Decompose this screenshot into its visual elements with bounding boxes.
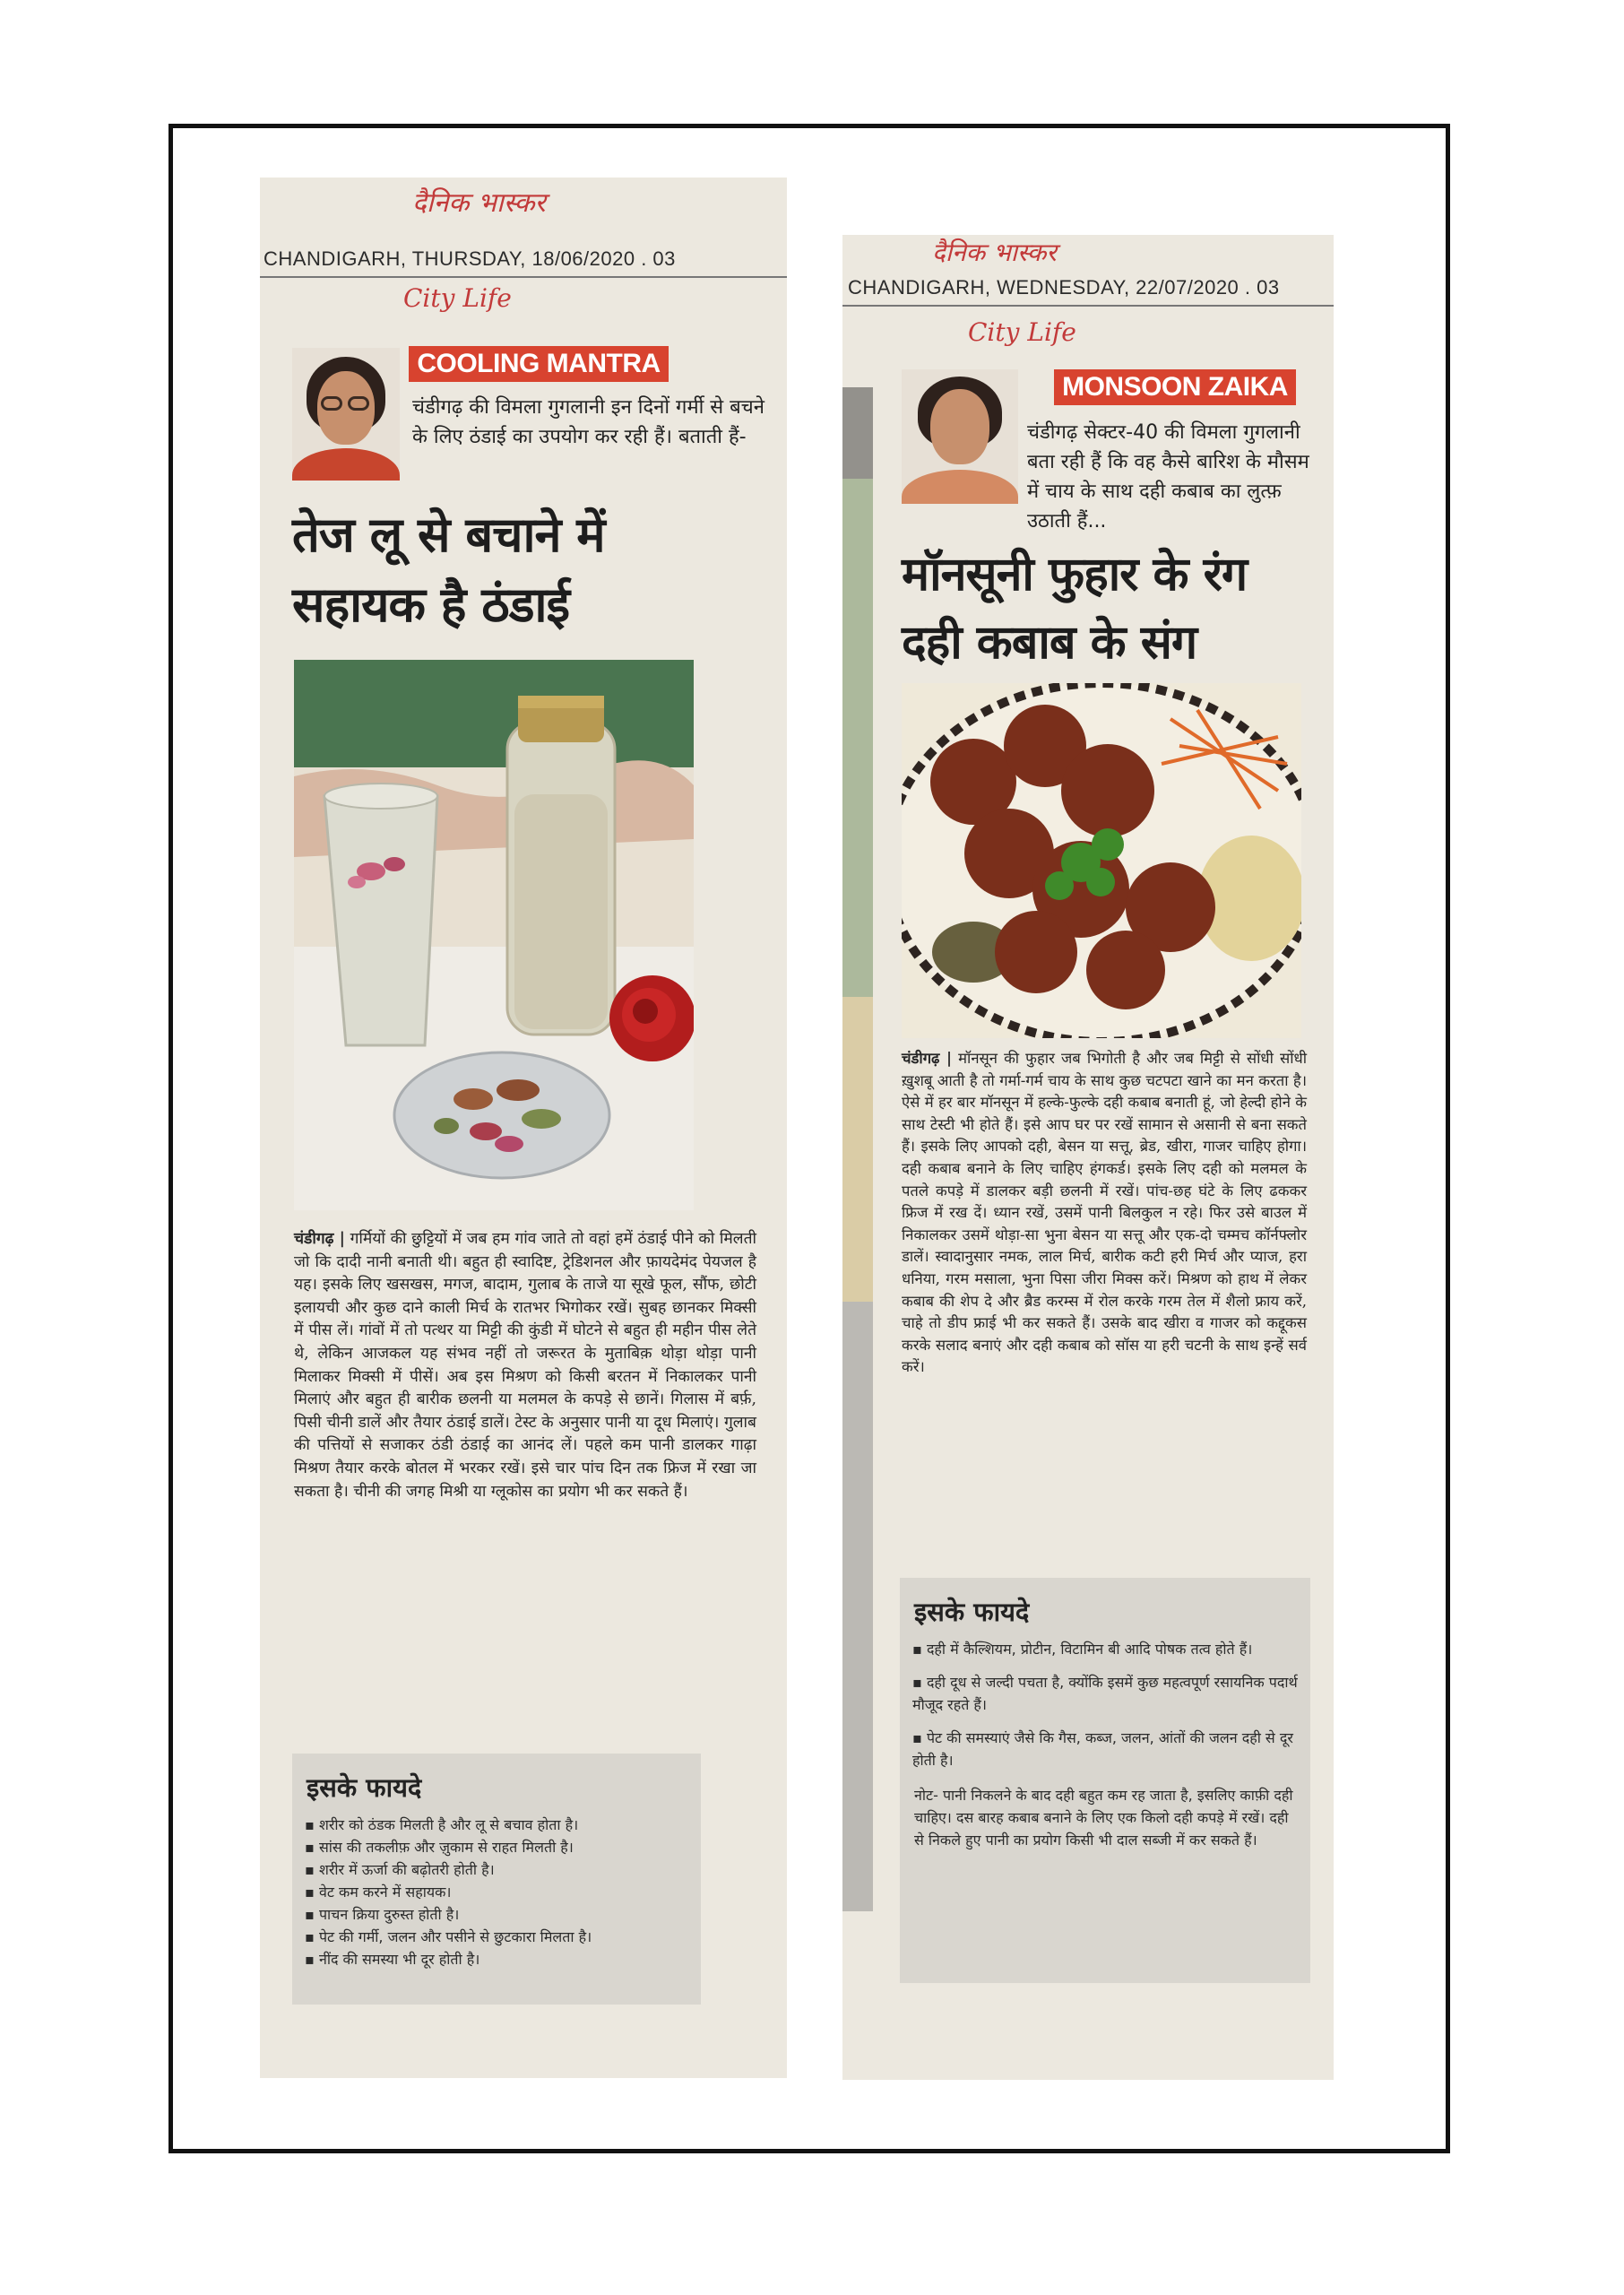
dateline: CHANDIGARH, WEDNESDAY, 22/07/2020 . 03 bbox=[842, 276, 1334, 307]
rose bbox=[609, 975, 694, 1061]
headline-line-1: मॉनसूनी फुहार के रंग bbox=[902, 548, 1248, 602]
benefit-item: ▪ नींद की समस्या भी दूर होती है। bbox=[305, 1948, 688, 1970]
masthead-handwritten: दैनिक भास्कर bbox=[412, 187, 546, 219]
adjacent-column-strip bbox=[842, 387, 873, 1911]
benefits-box bbox=[292, 1754, 701, 2005]
kabab-illustration bbox=[902, 683, 1301, 1038]
body-lead: चंडीगढ़ | bbox=[902, 1049, 953, 1067]
benefits-title: इसके फायदे bbox=[914, 1597, 1030, 1627]
article-body bbox=[294, 1228, 756, 1503]
section-note-handwritten: City Life bbox=[968, 317, 1076, 347]
benefits-list bbox=[900, 1638, 1310, 1771]
benefit-item: ▪ शरीर को ठंडक मिलती है और लू से बचाव होता है। bbox=[305, 1814, 688, 1836]
benefit-item: ▪ वेट कम करने में सहायक। bbox=[305, 1881, 688, 1903]
benefits-list bbox=[292, 1814, 701, 1970]
author-photo bbox=[292, 348, 400, 481]
glass bbox=[324, 784, 437, 1045]
headline-line-2: सहायक है ठंडाई bbox=[292, 576, 569, 633]
headline-line-2: दही कबाब के संग bbox=[902, 616, 1197, 670]
section-tag: COOLING MANTRA bbox=[409, 346, 669, 382]
benefit-item: ▪ दही दूध से जल्दी पचता है, क्योंकि इसमें कुछ महत्वपूर्ण रसायनिक पदार्थ मौजूद रहते हैं। bbox=[912, 1671, 1298, 1716]
intro-text: चंडीगढ़ सेक्टर-40 की विमला गुगलानी बता रही हैं कि वह कैसे बारिश के मौसम में चाय के साथ दही कबाब का लुत्फ़ उठाती हैं... bbox=[1027, 421, 1309, 533]
section-tag: MONSOON ZAIKA bbox=[1054, 369, 1296, 405]
benefits-box bbox=[900, 1578, 1310, 1983]
intro-text: चंडीगढ़ की विमला गुगलानी इन दिनों गर्मी से बचने के लिए ठंडाई का उपयोग कर रही हैं। बताती हैं- bbox=[412, 396, 764, 448]
note-text: नोट- पानी निकलने के बाद दही बहुत कम रह जाता है, इसलिए काफ़ी दही चाहिए। दस बारह कबाब बनाने के लिए एक किलो दही कपड़े में रखें। दही से निकले हुए पानी का प्रयोग किसी भी दाल सब्जी में कर सकते हैं। bbox=[914, 1787, 1293, 1849]
body-lead: चंडीगढ़ | bbox=[294, 1230, 345, 1248]
article-body bbox=[902, 1047, 1307, 1379]
masthead-handwritten: दैनिक भास्कर bbox=[932, 238, 1057, 267]
benefit-item: ▪ शरीर में ऊर्जा की बढ़ोतरी होती है। bbox=[305, 1858, 688, 1881]
right-newspaper-clipping bbox=[842, 235, 1334, 2080]
thandai-photo bbox=[294, 660, 694, 1210]
benefit-item: ▪ पाचन क्रिया दुरुस्त होती है। bbox=[305, 1903, 688, 1926]
benefit-item: ▪ पेट की गर्मी, जलन और पसीने से छुटकारा मिलता है। bbox=[305, 1926, 688, 1948]
thandai-illustration bbox=[294, 660, 694, 1210]
author-photo bbox=[902, 369, 1018, 504]
benefit-item: ▪ दही में कैल्शियम, प्रोटीन, विटामिन बी आदि पोषक तत्व होते हैं। bbox=[912, 1638, 1298, 1660]
bottle bbox=[507, 696, 615, 1035]
section-note-handwritten: City Life bbox=[403, 283, 512, 313]
body-text: गर्मियों की छुट्टियों में जब हम गांव जाते तो वहां हमें ठंडाई पीने को मिलती जो कि दादी नानी बनाती थी। बहुत ही स्वादिष्ट, ट्रेडिशनल और फ़ायदेमंद पेयजल है यह। इसके लिए खसखस, मगज, बादाम, गुलाब के ताजे या सूखे फूल, सौंफ, छोटी इलायची और कुछ दाने काली मिर्च के रातभर भिगोकर रखें। सुबह छानकर मिक्सी में पीस लें। गांवों में तो पत्थर या मिट्टी की कुंडी में घोटने से बहुत ही महीन पीस लेते थे, लेकिन आजकल यह संभव नहीं तो जरूरत के मुताबिक़ थोड़ा थोड़ा पानी मिलाकर मिक्सी में पीसें। अब इस मिश्रण को किसी बरतन में निकालकर पानी मिलाएं और बहुत ही बारीक छलनी या मलमल के कपड़े से छानें। गिलास में बर्फ़, पिसी चीनी डालें और तैयार ठंडाई डालें। टेस्ट के अनुसार पानी या दूध मिलाएं। गुलाब की पत्तियों से सजाकर ठंडी ठंडाई का आनंद लें। पहले कम पानी डालकर गाढ़ा मिश्रण तैयार करके बोतल में भरकर रखें। इसे चार पांच दिन तक फ्रिज में रखा जा सकता है। चीनी की जगह मिश्री या ग्लूकोस का प्रयोग भी कर सकते हैं। bbox=[294, 1230, 756, 1501]
nut-bowl bbox=[394, 1052, 609, 1178]
benefit-item: ▪ सांस की तकलीफ़ और ज़ुकाम से राहत मिलती है। bbox=[305, 1836, 688, 1858]
benefits-title: इसके फायदे bbox=[307, 1772, 422, 1803]
body-text: मॉनसून की फुहार जब भिगोती है और जब मिट्टी से सोंधी सोंधी ख़ुशबू आती है तो गर्मा-गर्म चाय के साथ कुछ चटपटा खाने का मन करता है। ऐसे में हर बार मॉनसून में हल्के-फुल्के दही कबाब बनाती हूं, जो हेल्दी होने के साथ टेस्टी भी होते हैं। इसे आप घर पर रखें सामान से असानी से बना सकते हैं। इसके लिए आपको दही, बेसन या सत्तू, ब्रेड, खीरा, गाजर चाहिए होगा। दही कबाब बनाने के लिए चाहिए हंगकर्ड। इसके लिए दही को मलमल के पतले कपड़े में डालकर बड़ी छलनी में रखें। पांच-छह घंटे के लिए ढककर फ्रिज में रख दें। ध्यान रखें, उसमें पानी बिलकुल न रहे। फिर उसे बाउल में निकालकर उसमें थोड़ा-सा भुना बेसन या सत्तू और एक-दो चम्मच कॉर्नफ्लोर डालें। स्वादानुसार नमक, लाल मिर्च, बारीक कटी हरी मिर्च और प्याज, हरा धनिया, गरम मसाला, भुना पिसा जीरा मिक्स करें। मिश्रण को हाथ में लेकर कबाब की शेप दे और ब्रैड करम्स में रोल करके गरम तेल में शैलो फ्राय करें, चाहे तो डीप फ्राई भी कर सकते हैं। उसके बाद खीरा व गाजर को कद्दूकस करके सलाद बनाएं और दही कबाब को सॉस या हरी चटनी के साथ इन्हें सर्व करें। bbox=[902, 1050, 1308, 1376]
benefit-item: ▪ पेट की समस्याएं जैसे कि गैस, कब्ज, जलन, आंतों की जलन दही से दूर होती है। bbox=[912, 1727, 1298, 1771]
dateline: CHANDIGARH, THURSDAY, 18/06/2020 . 03 bbox=[260, 247, 787, 278]
headline-line-1: तेज लू से बचाने में bbox=[292, 507, 605, 563]
dahi-kabab-photo bbox=[902, 683, 1301, 1038]
left-newspaper-clipping bbox=[260, 178, 787, 2078]
